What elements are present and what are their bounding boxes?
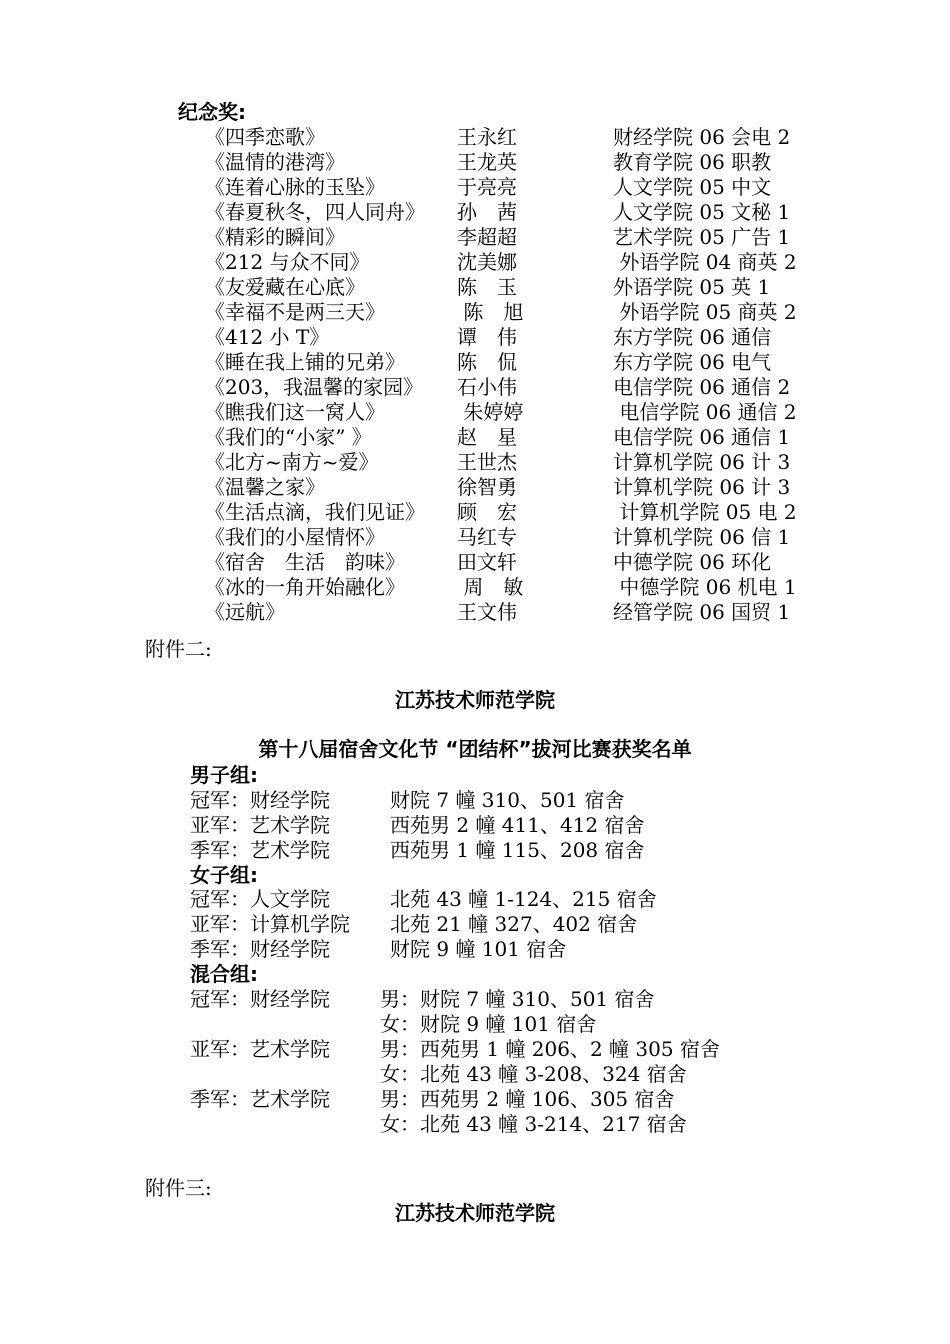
- work-title: 《212 与众不同》: [205, 250, 370, 274]
- student-unit: 财经学院 06 会电 2: [613, 125, 791, 149]
- student-name: 田文轩: [457, 550, 517, 574]
- list-item: [0, 325, 950, 350]
- list-item: [0, 937, 950, 962]
- list-item: [0, 1087, 950, 1112]
- group-heading-men: 男子组:: [190, 763, 258, 787]
- work-title: 《203，我温馨的家园》: [205, 375, 424, 399]
- student-name: 李超超: [457, 225, 517, 249]
- student-name: 赵 星: [457, 425, 517, 449]
- work-title: 《412 小 T》: [205, 325, 330, 349]
- student-unit: 外语学院 05 英 1: [613, 275, 771, 299]
- list-item: [0, 1062, 950, 1087]
- commemorative-award-heading: 纪念奖:: [178, 100, 246, 124]
- dorm-detail: 北苑 43 幢 1-124、215 宿舍: [390, 887, 657, 911]
- student-unit: 东方学院 06 电气: [613, 350, 772, 374]
- student-name: 于亮亮: [457, 175, 517, 199]
- student-name: 石小伟: [457, 375, 517, 399]
- student-unit: 人文学院 05 中文: [613, 175, 772, 199]
- list-item: [0, 600, 950, 625]
- work-title: 《春夏秋冬，四人同舟》: [205, 200, 425, 224]
- student-unit: 中德学院 06 环化: [613, 550, 772, 574]
- list-item: [0, 300, 950, 325]
- placement: 冠军：人文学院: [190, 887, 330, 911]
- work-title: 《温情的港湾》: [205, 150, 345, 174]
- student-name: 孙 茜: [457, 200, 517, 224]
- dorm-detail: 女：财院 9 幢 101 宿舍: [380, 1012, 597, 1036]
- placement: 冠军：财经学院: [190, 788, 330, 812]
- list-item: [0, 425, 950, 450]
- list-item: [0, 450, 950, 475]
- work-title: 《睡在我上铺的兄弟》: [205, 350, 405, 374]
- list-item: [0, 350, 950, 375]
- student-unit: 东方学院 06 通信: [613, 325, 772, 349]
- work-title: 《四季恋歌》: [205, 125, 325, 149]
- student-unit: 外语学院 05 商英 2: [613, 300, 797, 324]
- student-name: 陈 侃: [457, 350, 517, 374]
- list-item: [0, 912, 950, 937]
- student-name: 朱婷婷: [457, 400, 524, 424]
- placement: 冠军：财经学院: [190, 987, 330, 1011]
- work-title: 《温馨之家》: [205, 475, 325, 499]
- work-title: 《瞧我们这一窝人》: [205, 400, 385, 424]
- work-title: 《精彩的瞬间》: [205, 225, 345, 249]
- student-unit: 计算机学院 06 计 3: [613, 475, 791, 499]
- list-item: [0, 1012, 950, 1037]
- list-item: [0, 150, 950, 175]
- student-unit: 电信学院 06 通信 2: [613, 400, 797, 424]
- work-title: 《我们的小屋情怀》: [205, 525, 385, 549]
- dorm-detail: 西苑男 2 幢 411、412 宿舍: [390, 813, 645, 837]
- dorm-detail: 西苑男 1 幢 115、208 宿舍: [390, 838, 645, 862]
- work-title: 《冰的一角开始融化》: [205, 575, 405, 599]
- dorm-detail: 男：西苑男 1 幢 206、2 幢 305 宿舍: [380, 1037, 720, 1061]
- list-item: [0, 250, 950, 275]
- placement: 亚军：计算机学院: [190, 912, 350, 936]
- group-heading-mixed: 混合组:: [190, 962, 258, 986]
- student-unit: 电信学院 06 通信 2: [613, 375, 791, 399]
- student-name: 徐智勇: [457, 475, 517, 499]
- student-name: 沈美娜: [457, 250, 517, 274]
- list-item: [0, 575, 950, 600]
- dorm-detail: 女：北苑 43 幢 3-214、217 宿舍: [380, 1112, 687, 1136]
- student-unit: 电信学院 06 通信 1: [613, 425, 791, 449]
- placement: 亚军：艺术学院: [190, 813, 330, 837]
- list-item: [0, 125, 950, 150]
- list-item: [0, 225, 950, 250]
- list-item: [0, 987, 950, 1012]
- list-item: [0, 813, 950, 838]
- list-item: [0, 1037, 950, 1062]
- student-unit: 教育学院 06 职教: [613, 150, 772, 174]
- list-item: [0, 400, 950, 425]
- group-heading-women: 女子组:: [190, 863, 258, 887]
- placement: 亚军：艺术学院: [190, 1037, 330, 1061]
- dorm-detail: 财院 9 幢 101 宿舍: [390, 937, 567, 961]
- list-item: [0, 550, 950, 575]
- work-title: 《连着心脉的玉坠》: [205, 175, 385, 199]
- student-unit: 人文学院 05 文秘 1: [613, 200, 791, 224]
- list-item: [0, 275, 950, 300]
- list-item: [0, 525, 950, 550]
- student-name: 王永红: [457, 125, 517, 149]
- student-name: 谭 伟: [457, 325, 517, 349]
- student-unit: 计算机学院 06 信 1: [613, 525, 791, 549]
- school-name-2: 江苏技术师范学院: [395, 1201, 555, 1225]
- student-unit: 中德学院 06 机电 1: [613, 575, 797, 599]
- student-unit: 计算机学院 05 电 2: [613, 500, 797, 524]
- student-name: 王文伟: [457, 600, 517, 624]
- list-item: [0, 887, 950, 912]
- placement: 季军：财经学院: [190, 937, 330, 961]
- work-title: 《友爱藏在心底》: [205, 275, 365, 299]
- dorm-detail: 男：西苑男 2 幢 106、305 宿舍: [380, 1087, 675, 1111]
- list-item: [0, 838, 950, 863]
- student-unit: 经管学院 06 国贸 1: [613, 600, 791, 624]
- list-item: [0, 475, 950, 500]
- placement: 季军：艺术学院: [190, 838, 330, 862]
- placement: 季军：艺术学院: [190, 1087, 330, 1111]
- student-name: 顾 宏: [457, 500, 517, 524]
- work-title: 《生活点滴，我们见证》: [205, 500, 425, 524]
- student-name: 王世杰: [457, 450, 517, 474]
- list-item: [0, 500, 950, 525]
- student-name: 马红专: [457, 525, 517, 549]
- student-unit: 艺术学院 05 广告 1: [613, 225, 791, 249]
- dorm-detail: 男：财院 7 幢 310、501 宿舍: [380, 987, 655, 1011]
- attachment-3-label: 附件三:: [145, 1176, 212, 1200]
- list-item: [0, 200, 950, 225]
- dorm-detail: 女：北苑 43 幢 3-208、324 宿舍: [380, 1062, 687, 1086]
- student-name: 王龙英: [457, 150, 517, 174]
- list-item: [0, 1112, 950, 1137]
- dorm-detail: 北苑 21 幢 327、402 宿舍: [390, 912, 638, 936]
- attachment-2-label: 附件二:: [145, 637, 212, 661]
- list-item: [0, 175, 950, 200]
- list-item: [0, 375, 950, 400]
- work-title: 《远航》: [205, 600, 285, 624]
- student-unit: 计算机学院 06 计 3: [613, 450, 791, 474]
- school-name: 江苏技术师范学院: [395, 688, 555, 712]
- student-name: 周 敏: [457, 575, 524, 599]
- dorm-detail: 财院 7 幢 310、501 宿舍: [390, 788, 625, 812]
- work-title: 《幸福不是两三天》: [205, 300, 385, 324]
- document-title: 第十八届宿舍文化节 “团结杯”拔河比赛获奖名单: [258, 737, 692, 761]
- work-title: 《北方~南方~爱》: [205, 450, 379, 474]
- work-title: 《我们的“小家” 》: [205, 425, 372, 449]
- student-unit: 外语学院 04 商英 2: [613, 250, 797, 274]
- work-title: 《宿舍 生活 韵味》: [205, 550, 405, 574]
- student-name: 陈 玉: [457, 275, 517, 299]
- student-name: 陈 旭: [457, 300, 524, 324]
- list-item: [0, 788, 950, 813]
